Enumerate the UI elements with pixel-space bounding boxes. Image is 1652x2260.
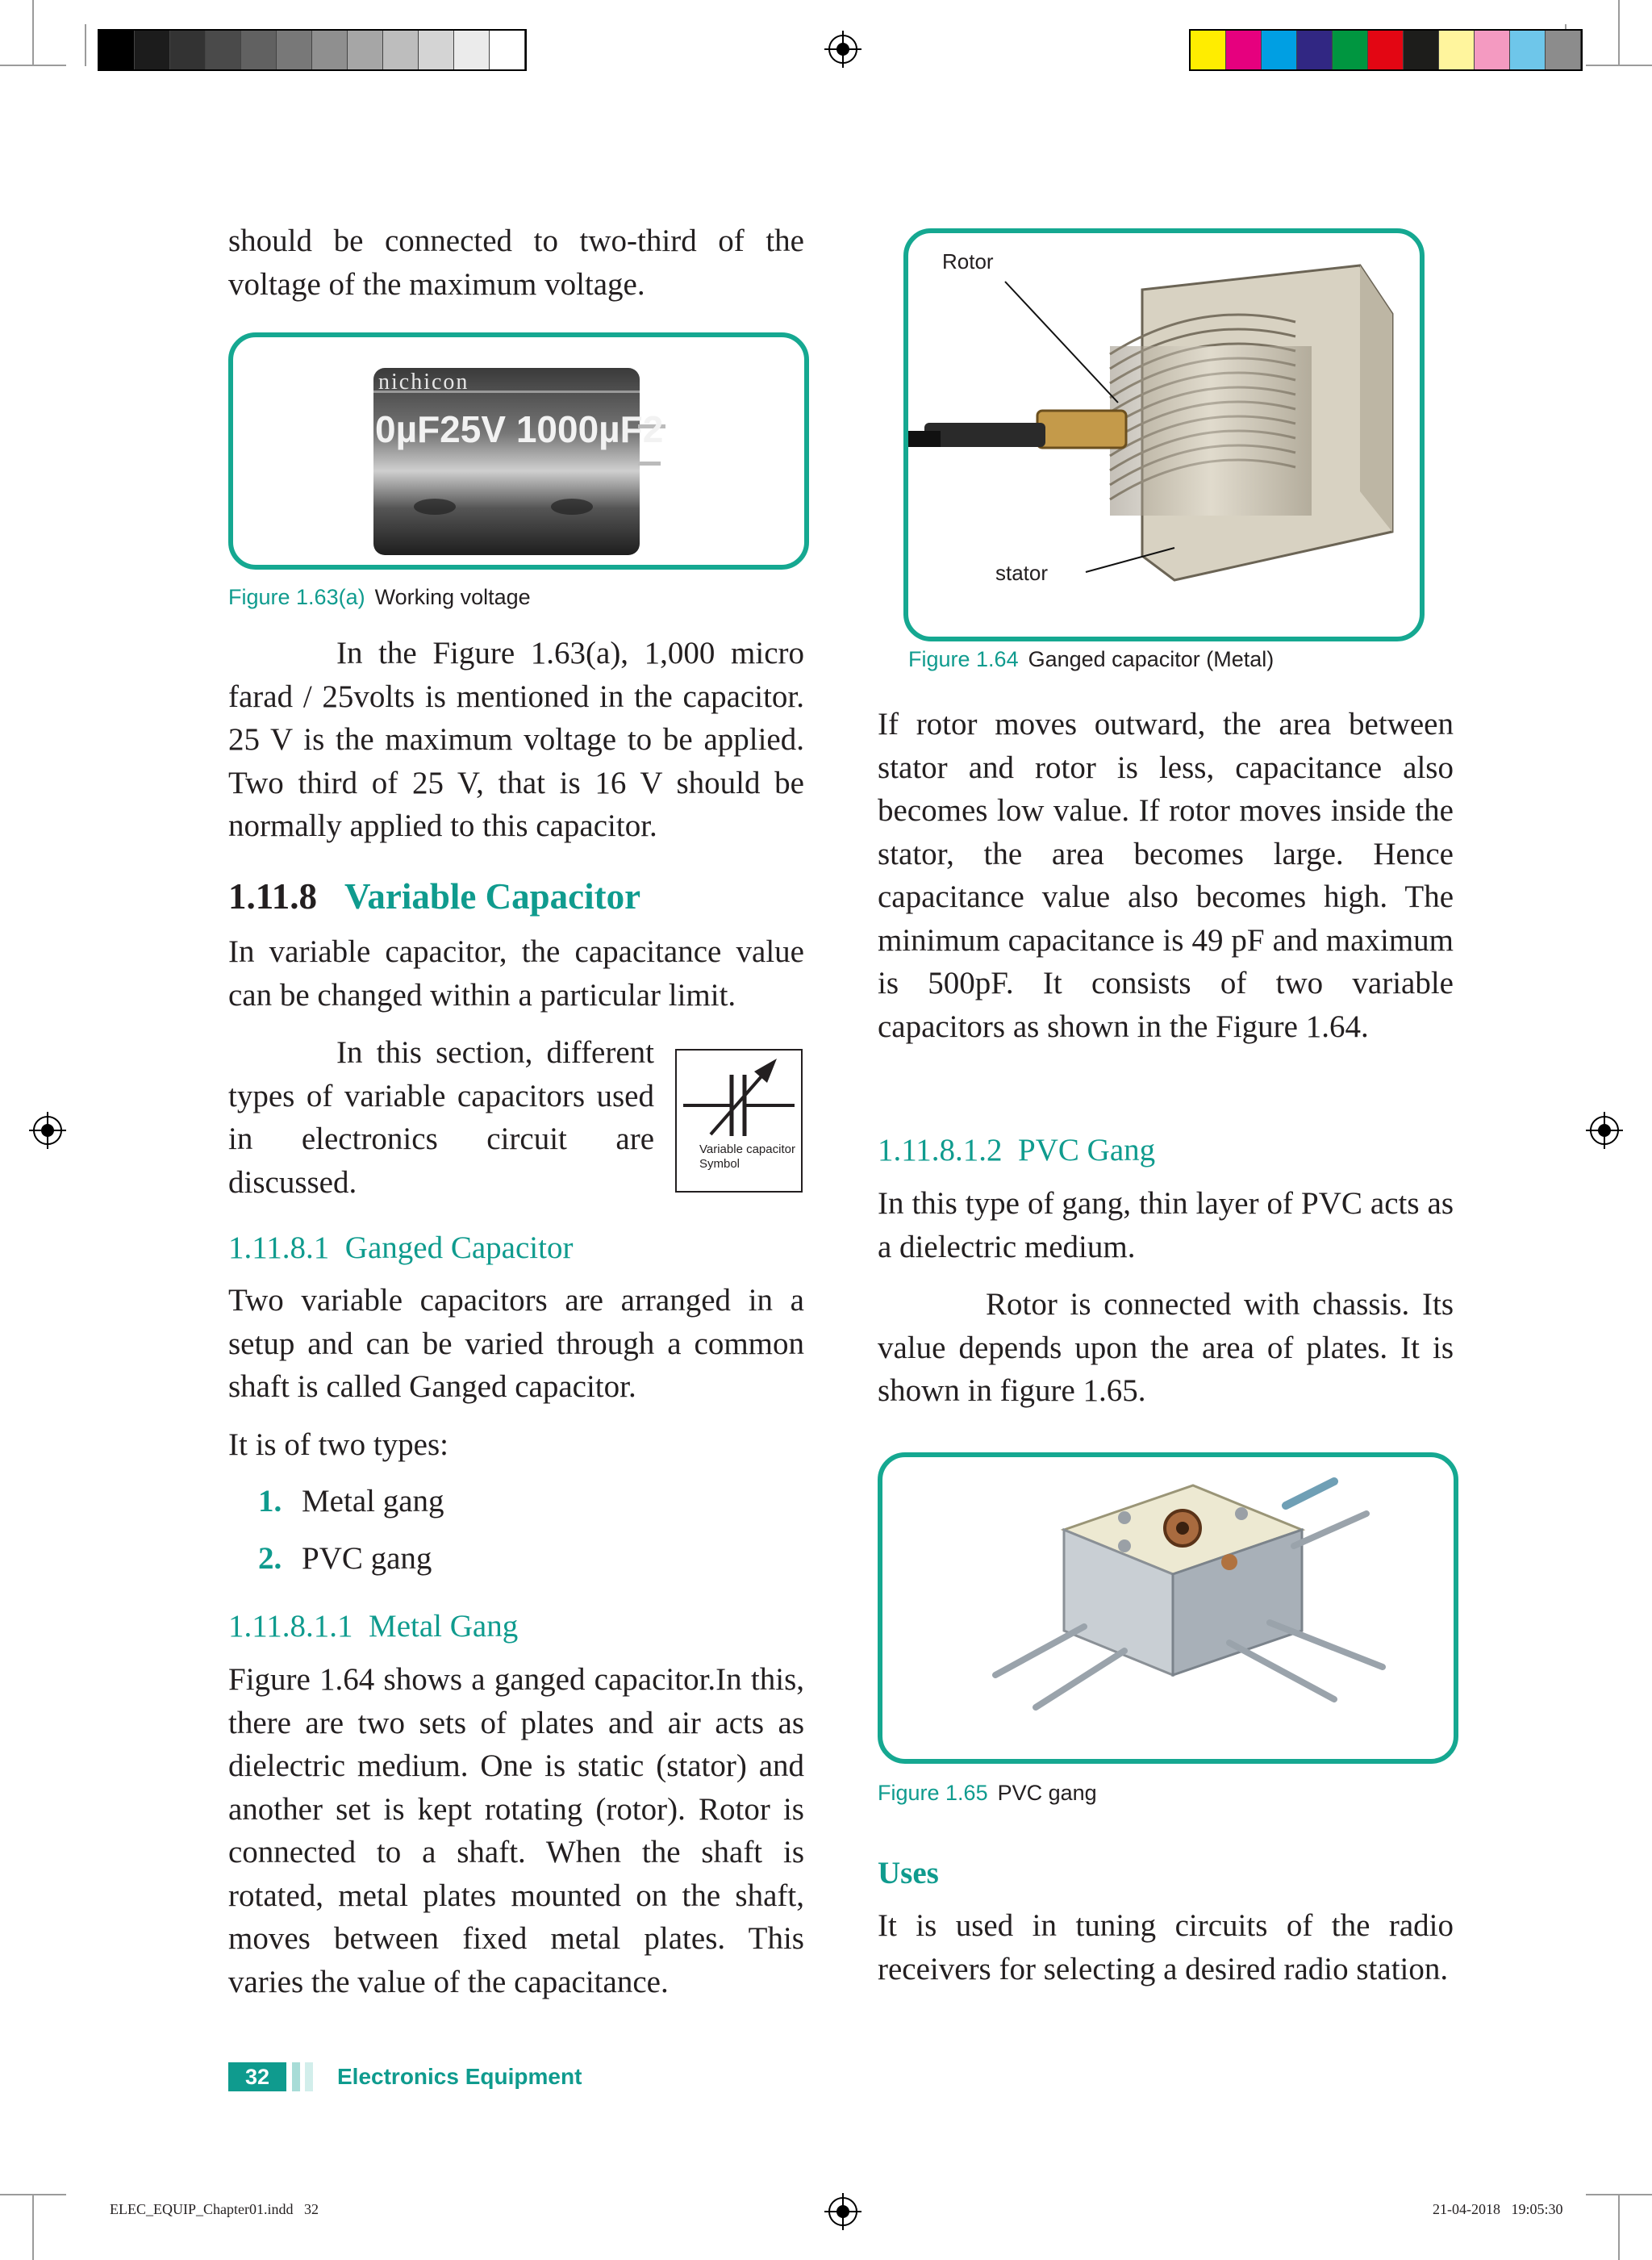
subsection-heading-ganged-capacitor: 1.11.8.1 Ganged Capacitor: [228, 1230, 574, 1265]
variable-capacitor-symbol-icon: [677, 1051, 801, 1147]
list-item: 1. Metal gang: [258, 1484, 444, 1519]
color-swatch: [170, 31, 206, 69]
color-swatch: [312, 31, 348, 69]
electrolytic-capacitor-image: [233, 337, 804, 565]
figure-1-64-frame: [903, 228, 1425, 641]
variable-types-paragraph: In this section, different types of variable capacitors used in electronics circuit are discussed.: [228, 1035, 654, 1200]
figure-1-64-caption: Figure 1.64 Ganged capacitor (Metal): [908, 647, 1274, 671]
capacitor-brand-text: nichicon: [378, 370, 469, 395]
color-swatch: [206, 31, 241, 69]
pvc-gang-capacitor-image: [882, 1457, 1454, 1759]
types-intro-paragraph: It is of two types:: [228, 1427, 448, 1462]
color-swatch: [1262, 31, 1297, 69]
color-swatch: [1333, 31, 1368, 69]
color-swatch: [383, 31, 419, 69]
grayscale-color-bar: [98, 29, 527, 71]
rotor-chassis-paragraph: Rotor is connected with chassis. Its value depends upon the area of plates. It is shown in figure 1.65.: [878, 1287, 1454, 1408]
registration-mark-icon: [824, 31, 861, 68]
color-swatch: [419, 31, 454, 69]
color-swatch: [1191, 31, 1226, 69]
pvc-gang-paragraph: In this type of gang, thin layer of PVC acts as a dielectric medium.: [878, 1186, 1454, 1264]
process-color-bar: [1189, 29, 1583, 71]
stator-label: stator: [995, 561, 1049, 585]
figure-1-63-caption: Figure 1.63(a) Working voltage: [228, 585, 531, 609]
color-swatch: [454, 31, 490, 69]
color-swatch: [135, 31, 170, 69]
capacitor-rating-text: 0µF25V 1000µF2: [375, 408, 664, 450]
registration-mark-icon: [29, 1112, 66, 1149]
color-swatch: [1404, 31, 1439, 69]
color-swatch: [1226, 31, 1262, 69]
page-number: 32: [244, 2065, 270, 2089]
slug-date: 21-04-2018 19:05:30: [1433, 2201, 1563, 2217]
rotor-stator-paragraph: If rotor moves outward, the area between stator and rotor is less, capacitance also becomes low value. If rotor moves inside the stator, the area becomes large. Hence capacitance value also becomes high. The minimum capacitance is 49 pF and maximum is 500pF. It consists of two variable capacitors as shown in the Figure 1.64.: [878, 707, 1454, 1044]
footer-stripes: [305, 2062, 313, 2091]
variable-capacitor-symbol-box: [675, 1049, 803, 1193]
figure-1-65-frame: [878, 1452, 1458, 1764]
list-item: 2. PVC gang: [258, 1541, 432, 1576]
leader-lines: [908, 233, 1420, 637]
color-swatch: [490, 31, 525, 69]
color-swatch: [348, 31, 383, 69]
color-swatch: [277, 31, 312, 69]
color-swatch: [1475, 31, 1510, 69]
symbol-caption: Symbol: [699, 1157, 740, 1171]
color-swatch: [1439, 31, 1475, 69]
color-swatch: [1546, 31, 1581, 69]
figure-1-65-caption: Figure 1.65 PVC gang: [878, 1781, 1097, 1805]
slug-file-name: ELEC_EQUIP_Chapter01.indd 32: [110, 2201, 319, 2217]
color-swatch: [1368, 31, 1404, 69]
registration-mark-icon: [1586, 1112, 1623, 1149]
figure-1-63-frame: [228, 332, 809, 570]
rotor-label: Rotor: [942, 249, 994, 274]
ganged-capacitor-paragraph: Two variable capacitors are arranged in a setup and can be varied through a common shaft is called Ganged capacitor.: [228, 1283, 804, 1404]
subsection-heading-pvc-gang: 1.11.8.1.2 PVC Gang: [878, 1133, 1156, 1168]
intro-paragraph: should be connected to two-third of the voltage of the maximum voltage.: [228, 223, 804, 302]
uses-heading: Uses: [878, 1856, 939, 1890]
book-title: Electronics Equipment: [337, 2064, 582, 2089]
footer-stripes: [292, 2062, 300, 2091]
page-number-badge: [228, 2062, 286, 2091]
variable-capacitor-definition: In variable capacitor, the capacitance value can be changed within a particular limit.: [228, 934, 804, 1013]
color-swatch: [1510, 31, 1546, 69]
color-swatch: [241, 31, 277, 69]
color-swatch: [1297, 31, 1333, 69]
metal-gang-paragraph: Figure 1.64 shows a ganged capacitor.In this, there are two sets of plates and air acts as dielectric medium. One is static (stator) and another set is kept rotating (rotor). Rotor is connected to a shaft. When the shaft is rotated, metal plates mounted on the shaft, moves between fixed metal plates. This varies the value of the capacitance.: [228, 1662, 804, 1999]
subsection-heading-metal-gang: 1.11.8.1.1 Metal Gang: [228, 1609, 519, 1644]
symbol-caption: Variable capacitor: [699, 1143, 795, 1156]
uses-paragraph: It is used in tuning circuits of the radio receivers for selecting a desired radio station.: [878, 1908, 1454, 1986]
section-heading-variable-capacitor: 1.11.8 Variable Capacitor: [228, 876, 641, 917]
registration-mark-icon: [824, 2193, 861, 2230]
color-swatch: [99, 31, 135, 69]
working-voltage-paragraph: In the Figure 1.63(a), 1,000 micro farad / 25volts is mentioned in the capacitor. 25 V is the maximum voltage to be applied. Two third of 25 V, that is 16 V should be normally applied to this capacitor.: [228, 636, 804, 843]
